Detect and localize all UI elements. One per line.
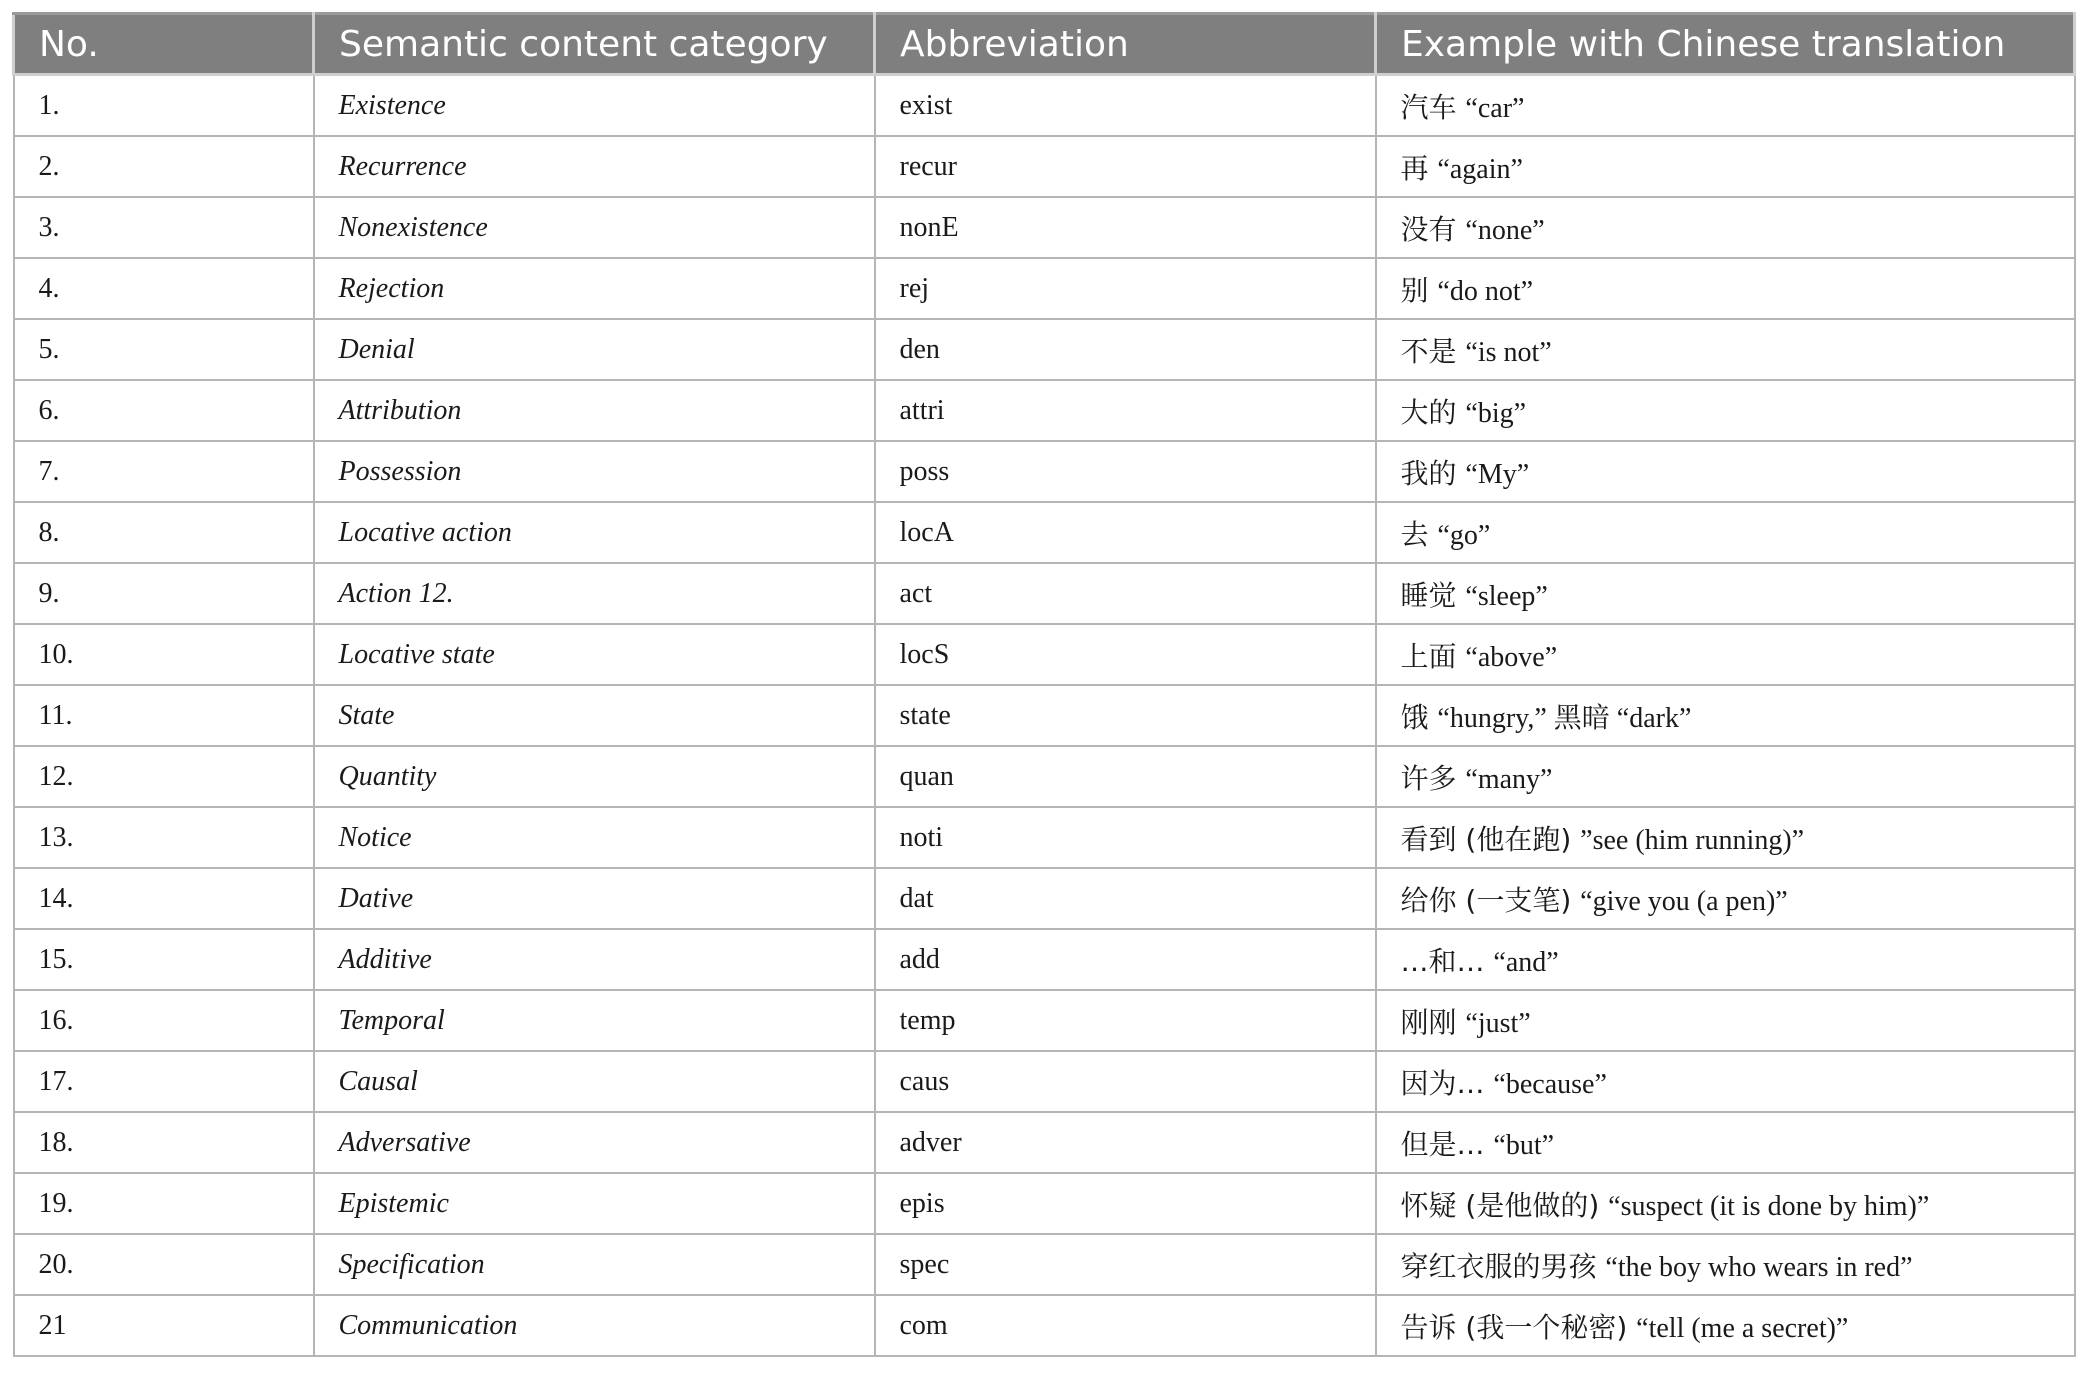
example-chinese: 没有 (1400, 212, 1457, 246)
cell-no: 8. (14, 502, 314, 563)
example-english: “do not” (1437, 275, 1534, 307)
cell-category: Specification (314, 1234, 875, 1295)
cell-abbreviation: state (875, 685, 1376, 746)
cell-category: Action 12. (314, 563, 875, 624)
cell-category: Causal (314, 1051, 875, 1112)
cell-no: 16. (14, 990, 314, 1051)
cell-example (1376, 746, 2075, 807)
cell-abbreviation: com (875, 1295, 1376, 1356)
cell-no: 21 (14, 1295, 314, 1356)
cell-no: 13. (14, 807, 314, 868)
cell-example (1376, 197, 2075, 258)
example-english: “My” (1465, 458, 1530, 490)
header-category: Semantic content category (314, 14, 875, 75)
example-english: ”see (him running)” (1580, 824, 1805, 856)
example-chinese: 怀疑 (是他做的) (1400, 1188, 1600, 1222)
cell-category: Additive (314, 929, 875, 990)
semantic-category-table (12, 12, 2076, 1357)
cell-example (1376, 1234, 2075, 1295)
example-chinese: …和… (1400, 944, 1485, 978)
cell-category: Possession (314, 441, 875, 502)
example-chinese: 因为… (1400, 1066, 1485, 1100)
cell-no: 11. (14, 685, 314, 746)
example-chinese: 不是 (1400, 334, 1457, 368)
cell-no: 17. (14, 1051, 314, 1112)
cell-no: 10. (14, 624, 314, 685)
table-row (14, 624, 2075, 685)
example-english: “the boy who wears in red” (1605, 1251, 1913, 1283)
example-english: “big” (1465, 397, 1527, 429)
example-english: “go” (1437, 519, 1491, 551)
cell-example (1376, 624, 2075, 685)
table-row (14, 1112, 2075, 1173)
table-row (14, 502, 2075, 563)
example-chinese: 再 (1400, 151, 1429, 185)
example-english: “again” (1437, 153, 1523, 185)
table-row (14, 685, 2075, 746)
cell-no: 2. (14, 136, 314, 197)
cell-example (1376, 685, 2075, 746)
cell-example (1376, 868, 2075, 929)
cell-abbreviation: temp (875, 990, 1376, 1051)
cell-category: Quantity (314, 746, 875, 807)
table-row (14, 197, 2075, 258)
cell-no: 19. (14, 1173, 314, 1234)
cell-example (1376, 563, 2075, 624)
table-row (14, 75, 2075, 137)
example-english: “and” (1493, 946, 1559, 978)
example-chinese: 我的 (1400, 456, 1457, 490)
table-row (14, 990, 2075, 1051)
table-row (14, 1295, 2075, 1356)
cell-abbreviation: poss (875, 441, 1376, 502)
example-chinese: 上面 (1400, 639, 1457, 673)
example-english: “hungry,” 黑暗 “dark” (1437, 702, 1692, 734)
table-row (14, 1051, 2075, 1112)
cell-abbreviation: epis (875, 1173, 1376, 1234)
example-english: “because” (1493, 1068, 1607, 1100)
example-english: “sleep” (1465, 580, 1548, 612)
table-body (14, 75, 2075, 1357)
cell-abbreviation: locS (875, 624, 1376, 685)
cell-abbreviation: den (875, 319, 1376, 380)
cell-abbreviation: attri (875, 380, 1376, 441)
cell-abbreviation: act (875, 563, 1376, 624)
example-english: “many” (1465, 763, 1553, 795)
cell-category: State (314, 685, 875, 746)
cell-category: Nonexistence (314, 197, 875, 258)
cell-category: Existence (314, 75, 875, 137)
example-chinese: 别 (1400, 273, 1429, 307)
cell-no: 15. (14, 929, 314, 990)
cell-no: 4. (14, 258, 314, 319)
cell-no: 9. (14, 563, 314, 624)
cell-abbreviation: dat (875, 868, 1376, 929)
cell-abbreviation: caus (875, 1051, 1376, 1112)
example-chinese: 汽车 (1400, 90, 1457, 124)
semantic-category-table-container (12, 12, 2073, 1357)
cell-example (1376, 502, 2075, 563)
cell-example (1376, 380, 2075, 441)
example-english: “but” (1493, 1129, 1555, 1161)
cell-example (1376, 1295, 2075, 1356)
table-row (14, 136, 2075, 197)
cell-abbreviation: spec (875, 1234, 1376, 1295)
table-row (14, 1173, 2075, 1234)
table-row (14, 868, 2075, 929)
cell-example (1376, 136, 2075, 197)
cell-example (1376, 1112, 2075, 1173)
cell-no: 20. (14, 1234, 314, 1295)
table-row (14, 380, 2075, 441)
cell-example (1376, 1173, 2075, 1234)
example-chinese: 饿 (1400, 700, 1429, 734)
example-chinese: 大的 (1400, 395, 1457, 429)
example-english: “above” (1465, 641, 1558, 673)
cell-category: Locative state (314, 624, 875, 685)
cell-category: Recurrence (314, 136, 875, 197)
cell-no: 14. (14, 868, 314, 929)
cell-example (1376, 990, 2075, 1051)
header-example: Example with Chinese translation (1376, 14, 2075, 75)
table-row (14, 1234, 2075, 1295)
example-chinese: 告诉 (我一个秘密) (1400, 1310, 1628, 1344)
example-chinese: 睡觉 (1400, 578, 1457, 612)
cell-category: Communication (314, 1295, 875, 1356)
example-english: “just” (1465, 1007, 1531, 1039)
example-english: “tell (me a secret)” (1636, 1312, 1849, 1344)
cell-example (1376, 258, 2075, 319)
cell-abbreviation: nonE (875, 197, 1376, 258)
table-header (14, 14, 2075, 75)
cell-category: Temporal (314, 990, 875, 1051)
cell-abbreviation: exist (875, 75, 1376, 137)
cell-example (1376, 441, 2075, 502)
cell-no: 5. (14, 319, 314, 380)
cell-abbreviation: noti (875, 807, 1376, 868)
cell-abbreviation: adver (875, 1112, 1376, 1173)
cell-abbreviation: rej (875, 258, 1376, 319)
table-row (14, 746, 2075, 807)
cell-example (1376, 319, 2075, 380)
table-row (14, 441, 2075, 502)
example-chinese: 去 (1400, 517, 1429, 551)
cell-example (1376, 75, 2075, 137)
example-english: “give you (a pen)” (1580, 885, 1788, 917)
cell-category: Locative action (314, 502, 875, 563)
cell-category: Attribution (314, 380, 875, 441)
table-row (14, 807, 2075, 868)
header-abbreviation: Abbreviation (875, 14, 1376, 75)
cell-no: 6. (14, 380, 314, 441)
example-chinese: 看到 (他在跑) (1400, 822, 1572, 856)
table-row (14, 929, 2075, 990)
table-row (14, 319, 2075, 380)
cell-abbreviation: locA (875, 502, 1376, 563)
cell-category: Epistemic (314, 1173, 875, 1234)
example-english: “car” (1465, 92, 1525, 124)
example-english: “suspect (it is done by him)” (1608, 1190, 1930, 1222)
cell-abbreviation: recur (875, 136, 1376, 197)
cell-example (1376, 1051, 2075, 1112)
cell-category: Adversative (314, 1112, 875, 1173)
cell-no: 1. (14, 75, 314, 137)
header-row (14, 14, 2075, 75)
cell-example (1376, 929, 2075, 990)
header-no: No. (14, 14, 314, 75)
example-chinese: 穿红衣服的男孩 (1400, 1249, 1597, 1283)
cell-no: 3. (14, 197, 314, 258)
example-chinese: 给你 (一支笔) (1400, 883, 1572, 917)
cell-no: 7. (14, 441, 314, 502)
example-english: “is not” (1465, 336, 1552, 368)
example-english: “none” (1465, 214, 1545, 246)
table-row (14, 258, 2075, 319)
cell-abbreviation: add (875, 929, 1376, 990)
example-chinese: 许多 (1400, 761, 1457, 795)
cell-category: Denial (314, 319, 875, 380)
cell-category: Rejection (314, 258, 875, 319)
cell-category: Dative (314, 868, 875, 929)
cell-example (1376, 807, 2075, 868)
example-chinese: 但是… (1400, 1127, 1485, 1161)
cell-abbreviation: quan (875, 746, 1376, 807)
cell-no: 18. (14, 1112, 314, 1173)
cell-category: Notice (314, 807, 875, 868)
table-row (14, 563, 2075, 624)
example-chinese: 刚刚 (1400, 1005, 1457, 1039)
cell-no: 12. (14, 746, 314, 807)
